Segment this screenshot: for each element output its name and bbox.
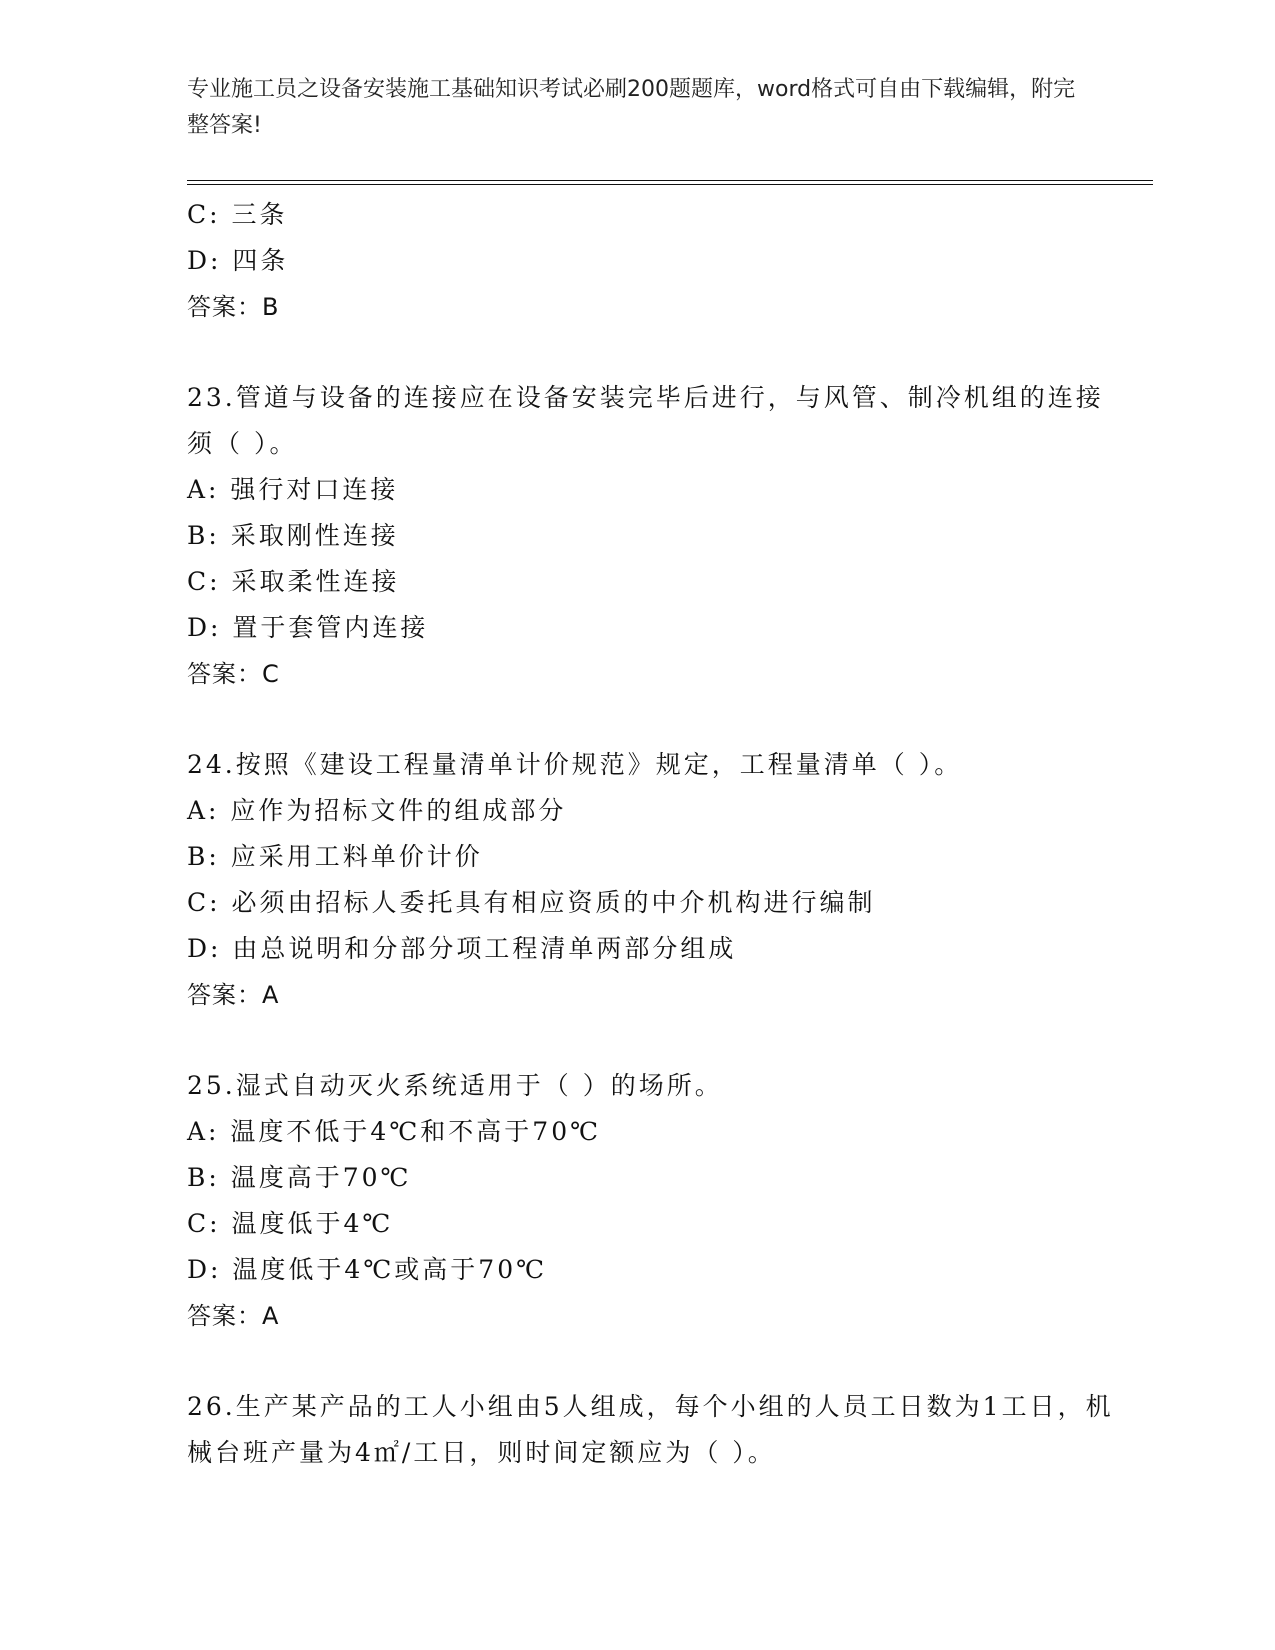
question-stem: 25.湿式自动灭火系统适用于（ ）的场所。 (187, 1071, 723, 1100)
option-b: B: 应采用工料单价计价 (187, 842, 483, 871)
document-header-title: 专业施工员之设备安装施工基础知识考试必刷200题题库，word格式可自由下载编辑，附完整答案! (187, 77, 1076, 138)
option-a: A: 温度不低于4℃和不高于70℃ (187, 1117, 602, 1146)
spacer (187, 330, 1117, 375)
option-c: C: 采取柔性连接 (187, 567, 400, 596)
question-26 (187, 1384, 1117, 1476)
answer-line: 答案：B (187, 293, 280, 321)
spacer (187, 697, 1117, 742)
question-stem: 24.按照《建设工程量清单计价规范》规定，工程量清单（ ）。 (187, 750, 963, 779)
spacer (187, 1339, 1117, 1384)
option-c: C: 温度低于4℃ (187, 1209, 394, 1238)
header-divider-top (187, 180, 1153, 181)
option-a: A: 强行对口连接 (187, 475, 399, 504)
answer-line: 答案：C (187, 660, 280, 688)
option-d: D: 温度低于4℃或高于70℃ (187, 1255, 548, 1284)
question-stem: 26.生产某产品的工人小组由5人组成，每个小组的人员工日数为1工日，机械台班产量为4㎡/工日，则时间定额应为（ ）。 (187, 1392, 1114, 1467)
question-stem: 23.管道与设备的连接应在设备安装完毕后进行，与风管、制冷机组的连接须（ ）。 (187, 383, 1104, 458)
answer-line: 答案：A (187, 981, 280, 1009)
option-a: A: 应作为招标文件的组成部分 (187, 796, 567, 825)
spacer (187, 1018, 1117, 1063)
option-b: B: 温度高于70℃ (187, 1163, 412, 1192)
question-24 (187, 742, 1117, 1018)
question-22-continued (187, 192, 1117, 330)
option-b: B: 采取刚性连接 (187, 521, 399, 550)
question-25 (187, 1063, 1117, 1339)
option-d: D: 置于套管内连接 (187, 613, 429, 642)
option-d: D: 四条 (187, 246, 289, 275)
header-divider-bottom (187, 184, 1153, 185)
option-d: D: 由总说明和分部分项工程清单两部分组成 (187, 934, 737, 963)
answer-line: 答案：A (187, 1302, 280, 1330)
question-list (187, 192, 1117, 1476)
option-c: C: 必须由招标人委托具有相应资质的中介机构进行编制 (187, 888, 876, 917)
option-c: C: 三条 (187, 200, 288, 229)
question-23 (187, 375, 1117, 697)
